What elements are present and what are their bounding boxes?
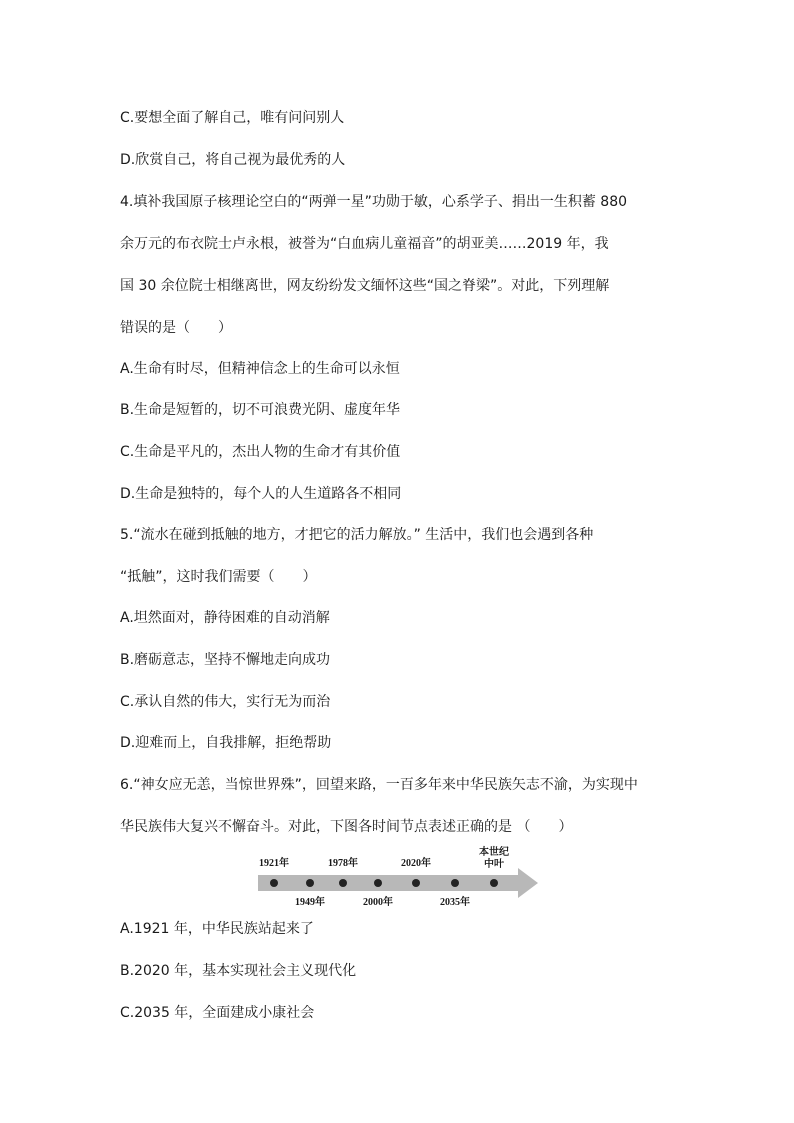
- timeline-label: 中叶: [484, 859, 504, 870]
- timeline-dot: [339, 879, 347, 887]
- timeline-label: 2035年: [440, 897, 470, 908]
- timeline-dot: [270, 879, 278, 887]
- q6-stem-line-2: 华民族伟大复兴不懈奋斗。对此，下图各时间节点表述正确的是 （ ）: [120, 819, 573, 835]
- q6-option-b: B.2020 年，基本实现社会主义现代化: [120, 963, 357, 979]
- q6-option-a: A.1921 年，中华民族站起来了: [120, 921, 314, 937]
- timeline-label: 1978年: [328, 858, 358, 869]
- q5-option-c: C.承认自然的伟大，实行无为而治: [120, 694, 331, 710]
- timeline-label: 本世纪: [479, 847, 509, 858]
- q6-stem-line-1: 6.“神女应无恙，当惊世界殊”，回望来路，一百多年来中华民族矢志不渝，为实现中: [120, 777, 638, 793]
- q4-stem-line-1: 4.填补我国原子核理论空白的“两弹一星”功勋于敏，心系学子、捐出一生积蓄 880: [120, 194, 628, 210]
- timeline-dot: [490, 879, 498, 887]
- timeline-figure: [250, 842, 550, 912]
- q3-option-c: C.要想全面了解自己，唯有问问别人: [120, 110, 345, 126]
- q5-option-d: D.迎难而上，自我排解，拒绝帮助: [120, 735, 332, 751]
- timeline-label: 1949年: [295, 897, 325, 908]
- q4-option-c: C.生命是平凡的，杰出人物的生命才有其价值: [120, 444, 401, 460]
- q4-stem-line-2: 余万元的布衣院士卢永根，被誉为“白血病儿童福音”的胡亚美……2019 年，我: [120, 236, 609, 252]
- timeline-label: 1921年: [259, 858, 289, 869]
- timeline-dot: [412, 879, 420, 887]
- q3-option-d: D.欣赏自己，将自己视为最优秀的人: [120, 152, 346, 168]
- q5-option-b: B.磨砺意志，坚持不懈地走向成功: [120, 652, 331, 668]
- timeline-svg: [250, 842, 550, 912]
- q4-option-b: B.生命是短暂的，切不可浪费光阴、虚度年华: [120, 402, 401, 418]
- q4-stem-line-4: 错误的是（ ）: [120, 320, 232, 336]
- timeline-dot: [306, 879, 314, 887]
- q4-stem-line-3: 国 30 余位院士相继离世，网友纷纷发文缅怀这些“国之脊梁”。对此，下列理解: [120, 278, 610, 294]
- timeline-dot: [374, 879, 382, 887]
- q5-stem-line-2: “抵触”，这时我们需要（ ）: [120, 569, 317, 585]
- timeline-dot: [451, 879, 459, 887]
- q4-option-d: D.生命是独特的，每个人的人生道路各不相同: [120, 486, 402, 502]
- q6-option-c: C.2035 年，全面建成小康社会: [120, 1005, 315, 1021]
- timeline-label: 2020年: [401, 858, 431, 869]
- q5-stem-line-1: 5.“流水在碰到抵触的地方，才把它的活力解放。” 生活中，我们也会遇到各种: [120, 527, 594, 543]
- q5-option-a: A.坦然面对，静待困难的自动消解: [120, 610, 330, 626]
- q4-option-a: A.生命有时尽，但精神信念上的生命可以永恒: [120, 361, 400, 377]
- timeline-label: 2000年: [363, 897, 393, 908]
